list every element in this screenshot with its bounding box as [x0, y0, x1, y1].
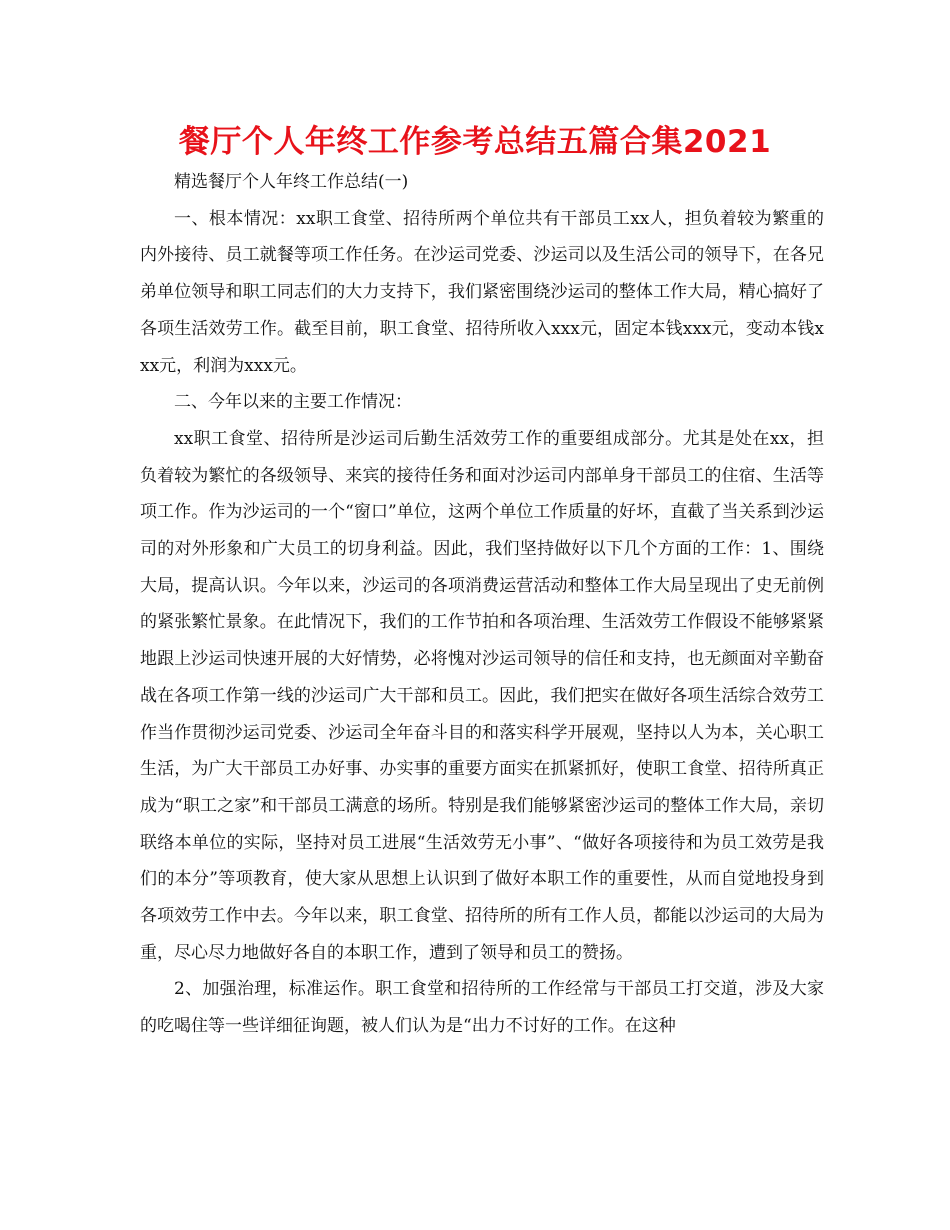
- paragraph-main-work-detail: xx职工食堂、招待所是沙运司后勤生活效劳工作的重要组成部分。尤其是处在xx，担负着较为繁忙的各级领导、来宾的接待任务和面对沙运司内部单身干部员工的住宿、生活等项工作。作为沙运司的一个“窗口”单位，这两个单位工作质量的好坏，直截了当关系到沙运司的对外形象和广大员工的切身利益。因此，我们坚持做好以下几个方面的工作：1、围绕大局，提高认识。今年以来，沙运司的各项消费运营活动和整体工作大局呈现出了史无前例的紧张繁忙景象。在此情况下，我们的工作节拍和各项治理、生活效劳工作假设不能够紧紧地跟上沙运司快速开展的大好情势，必将愧对沙运司领导的信任和支持，也无颜面对辛勤奋战在各项工作第一线的沙运司广大干部和员工。因此，我们把实在做好各项生活综合效劳工作当作贯彻沙运司党委、沙运司全年奋斗目的和落实科学开展观，坚持以人为本，关心职工生活，为广大干部员工办好事、办实事的重要方面实在抓紧抓好，使职工食堂、招待所真正成为“职工之家”和干部员工满意的场所。特别是我们能够紧密沙运司的整体工作大局，亲切联络本单位的实际，坚持对员工进展“生活效劳无小事”、“做好各项接待和为员工效劳是我们的本分”等项教育，使大家从思想上认识到了做好本职工作的重要性，从而自觉地投身到各项效劳工作中去。今年以来，职工食堂、招待所的所有工作人员，都能以沙运司的大局为重，尽心尽力地做好各自的本职工作，遭到了领导和员工的赞扬。: [140, 428, 824, 963]
- document-body: [140, 164, 824, 1045]
- paragraph-basic-situation: 一、根本情况：xx职工食堂、招待所两个单位共有干部员工xx人，担负着较为繁重的内外接待、员工就餐等项工作任务。在沙运司党委、沙运司以及生活公司的领导下，在各兄弟单位领导和职工同志们的大力支持下，我们紧密围绕沙运司的整体工作大局，精心搞好了各项生活效劳工作。截至目前，职工食堂、招待所收入xxx元，固定本钱xxx元，变动本钱xxx元，利润为xxx元。: [140, 208, 824, 376]
- paragraph-management: 2、加强治理，标准运作。职工食堂和招待所的工作经常与干部员工打交道，涉及大家的吃喝住等一些详细征询题，被人们认为是“出力不讨好的工作。在这种: [140, 979, 824, 1037]
- paragraph-main-work-heading: 二、今年以来的主要工作情况：: [174, 392, 412, 413]
- document-title: 餐厅个人年终工作参考总结五篇合集2021: [178, 124, 772, 160]
- section-heading-1: 精选餐厅个人年终工作总结(一): [174, 172, 409, 192]
